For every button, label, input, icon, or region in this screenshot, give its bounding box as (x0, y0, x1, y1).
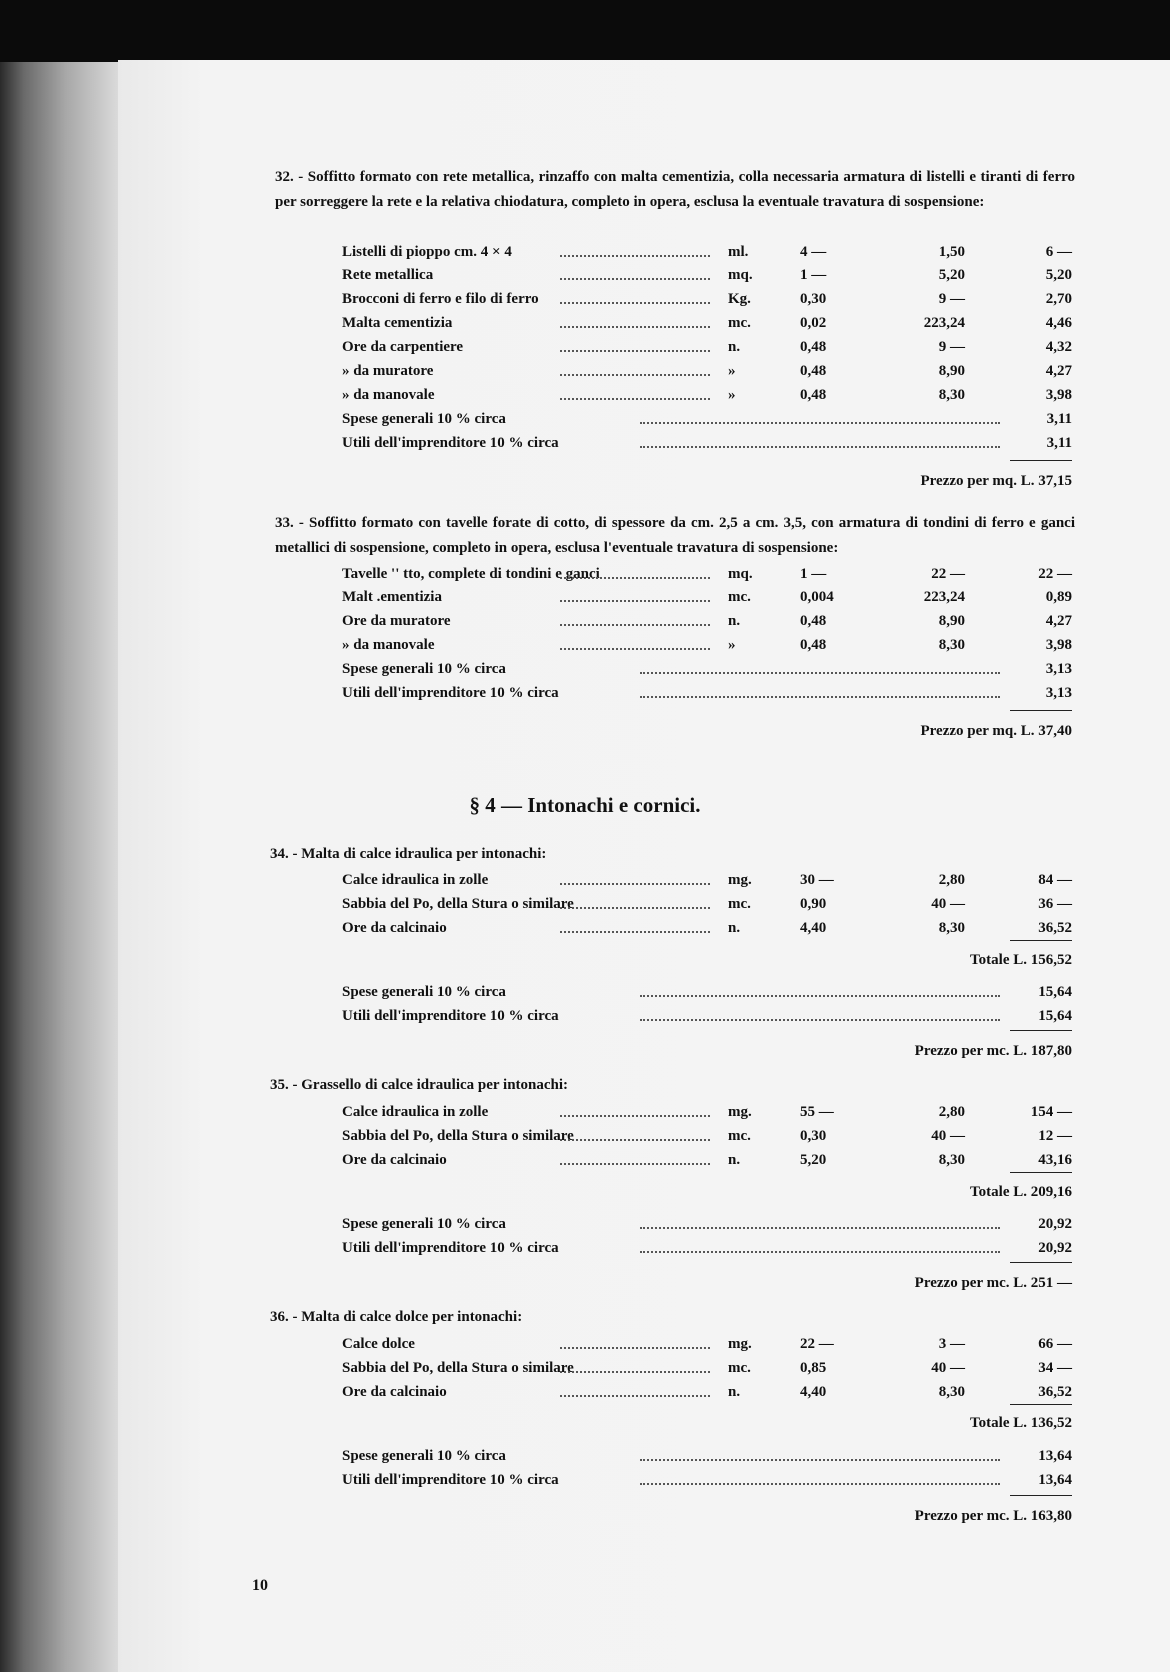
row-description: » da manovale (342, 387, 435, 403)
row-amount: 154 — (1030, 1104, 1072, 1120)
sum-rule (1010, 1030, 1072, 1031)
row-quantity: 0,48 (800, 613, 827, 629)
row-description: Ore da calcinaio (342, 1152, 447, 1168)
row-amount: 36,52 (1038, 920, 1072, 936)
row-quantity: 55 — (800, 1104, 834, 1120)
row-unit-price: 8,30 (938, 1152, 965, 1168)
row-description: Malta cementizia (342, 315, 453, 331)
row-amount: 15,64 (1038, 1008, 1072, 1024)
cost-row (0, 893, 1170, 915)
item-intro: 32. - Soffitto formato con rete metallica, rinzaffo con malta cementizia, colla necessaria armatura di listelli e tiranti di ferro per sorreggere la rete e la relativa chiodatura, completo in opera, esclusa la eventuale travatura di sospensione: (275, 169, 1075, 210)
row-quantity: 22 — (800, 1336, 834, 1352)
row-amount: 4,27 (1045, 613, 1072, 629)
row-unit: n. (728, 613, 741, 629)
row-amount: 13,64 (1038, 1448, 1072, 1464)
row-unit-price: 8,30 (938, 920, 965, 936)
row-quantity: 0,90 (800, 896, 827, 912)
sum-rule (1010, 1404, 1072, 1405)
item-intro: 35. - Grassello di calce idraulica per intonachi: (270, 1077, 569, 1093)
dot-leader (560, 1371, 710, 1373)
row-amount: 3,98 (1045, 387, 1072, 403)
dot-leader (560, 278, 710, 280)
row-unit-price: 8,90 (938, 363, 965, 379)
row-unit: mq. (728, 566, 753, 582)
section-heading: § 4 — Intonachi e cornici. (469, 793, 701, 817)
row-amount: 3,11 (1046, 435, 1072, 451)
row-amount: 36,52 (1038, 1384, 1072, 1400)
cost-row (0, 917, 1170, 939)
row-quantity: 0,85 (800, 1360, 827, 1376)
row-unit: Kg. (728, 291, 751, 307)
row-unit-price: 5,20 (938, 267, 965, 283)
sum-rule (1010, 1172, 1072, 1173)
row-unit: n. (728, 920, 741, 936)
cost-row (0, 658, 1170, 680)
cost-row (0, 408, 1170, 430)
cost-row (0, 432, 1170, 454)
row-unit: mg. (728, 1336, 752, 1352)
row-amount: 2,70 (1045, 291, 1072, 307)
row-amount: 43,16 (1038, 1152, 1072, 1168)
cost-row (0, 563, 1170, 585)
cost-row (0, 1469, 1170, 1491)
cost-row (0, 610, 1170, 632)
cost-row (0, 981, 1170, 1003)
row-description: Sabbia del Po, della Stura o similare (342, 1360, 574, 1376)
row-unit: » (728, 387, 736, 403)
row-quantity: 0,004 (800, 589, 834, 605)
cost-row (0, 1333, 1170, 1355)
row-description: Utili dell'imprenditore 10 % circa (342, 1008, 559, 1024)
dot-leader (560, 648, 710, 650)
row-quantity: 0,30 (800, 291, 827, 307)
row-amount: 4,27 (1045, 363, 1072, 379)
row-unit: mq. (728, 267, 753, 283)
row-amount: 3,13 (1045, 661, 1072, 677)
sum-rule (1010, 1495, 1072, 1496)
row-description: Spese generali 10 % circa (342, 411, 506, 427)
row-amount: 22 — (1038, 566, 1072, 582)
row-amount: 15,64 (1038, 984, 1072, 1000)
row-description: Sabbia del Po, della Stura o similare (342, 896, 574, 912)
row-description: Utili dell'imprenditore 10 % circa (342, 1240, 559, 1256)
row-amount: 12 — (1038, 1128, 1072, 1144)
cost-row (0, 336, 1170, 358)
cost-row (0, 1101, 1170, 1123)
dot-leader (640, 1459, 1000, 1461)
row-unit-price: 9 — (938, 339, 965, 355)
row-unit-price: 1,50 (938, 244, 965, 260)
row-description: Ore da carpentiere (342, 339, 464, 355)
item-price-total: Prezzo per mc. L. 163,80 (914, 1508, 1072, 1524)
row-unit-price: 40 — (931, 1360, 965, 1376)
item-price-total: Prezzo per mc. L. 187,80 (914, 1043, 1072, 1059)
row-unit-price: 22 — (931, 566, 965, 582)
dot-leader (560, 907, 710, 909)
row-unit: » (728, 363, 736, 379)
dot-leader (560, 398, 710, 400)
dot-leader (640, 422, 1000, 424)
row-quantity: 0,48 (800, 339, 827, 355)
dot-leader (640, 672, 1000, 674)
row-description: Tavelle '' tto, complete di tondini e ganci (342, 566, 600, 582)
row-quantity: 0,48 (800, 637, 827, 653)
row-description: Spese generali 10 % circa (342, 1216, 506, 1232)
cost-row (0, 1237, 1170, 1259)
dot-leader (560, 302, 710, 304)
row-unit-price: 9 — (938, 291, 965, 307)
dot-leader (640, 696, 1000, 698)
row-description: Ore da calcinaio (342, 1384, 447, 1400)
row-description: Listelli di pioppo cm. 4 × 4 (342, 244, 512, 260)
row-description: Utili dell'imprenditore 10 % circa (342, 685, 559, 701)
dot-leader (560, 577, 710, 579)
dot-leader (640, 1227, 1000, 1229)
sum-rule (1010, 460, 1072, 461)
row-amount: 20,92 (1038, 1240, 1072, 1256)
row-unit: mc. (728, 1128, 751, 1144)
item-total: Totale L. 209,16 (970, 1184, 1072, 1200)
dot-leader (560, 1115, 710, 1117)
row-unit: ml. (728, 244, 749, 260)
scan-top-edge (0, 0, 1170, 62)
row-description: Sabbia del Po, della Stura o similare (342, 1128, 574, 1144)
row-unit-price: 2,80 (938, 872, 965, 888)
row-unit: mc. (728, 589, 751, 605)
row-amount: 4,32 (1045, 339, 1072, 355)
item-price-total: Prezzo per mq. L. 37,15 (920, 473, 1072, 489)
row-amount: 66 — (1038, 1336, 1072, 1352)
dot-leader (560, 350, 710, 352)
row-quantity: 0,30 (800, 1128, 827, 1144)
dot-leader (640, 446, 1000, 448)
item-total: Totale L. 136,52 (970, 1415, 1072, 1431)
cost-row (0, 360, 1170, 382)
cost-row (0, 1125, 1170, 1147)
row-quantity: 4,40 (800, 1384, 827, 1400)
cost-row (0, 1149, 1170, 1171)
row-amount: 5,20 (1045, 267, 1072, 283)
cost-row (0, 384, 1170, 406)
row-unit: » (728, 637, 736, 653)
row-unit: n. (728, 339, 741, 355)
row-unit: mg. (728, 1104, 752, 1120)
row-unit: mc. (728, 315, 751, 331)
row-amount: 84 — (1038, 872, 1072, 888)
row-unit-price: 8,90 (938, 613, 965, 629)
row-description: Calce dolce (342, 1336, 415, 1352)
sum-rule (1010, 940, 1072, 941)
row-amount: 20,92 (1038, 1216, 1072, 1232)
row-unit-price: 223,24 (923, 589, 965, 605)
cost-row (0, 1381, 1170, 1403)
dot-leader (640, 1019, 1000, 1021)
row-unit-price: 40 — (931, 1128, 965, 1144)
row-amount: 4,46 (1045, 315, 1072, 331)
row-quantity: 0,02 (800, 315, 827, 331)
row-description: Malt .ementizia (342, 589, 442, 605)
row-amount: 34 — (1038, 1360, 1072, 1376)
cost-row (0, 241, 1170, 263)
row-description: Ore da muratore (342, 613, 451, 629)
item-intro: 36. - Malta di calce dolce per intonachi: (270, 1309, 523, 1325)
row-amount: 6 — (1045, 244, 1072, 260)
row-unit-price: 223,24 (923, 315, 965, 331)
cost-row (0, 586, 1170, 608)
row-unit-price: 40 — (931, 896, 965, 912)
cost-row (0, 288, 1170, 310)
item-intro: 33. - Soffitto formato con tavelle forate di cotto, di spessore da cm. 2,5 a cm. 3,5, con armatura di tondini di ferro e ganci metallici di sospensione, completo in opera, esclusa l'eventuale travatura di sospensione: (275, 515, 1075, 556)
row-unit-price: 8,30 (938, 387, 965, 403)
row-unit-price: 8,30 (938, 1384, 965, 1400)
row-unit-price: 8,30 (938, 637, 965, 653)
dot-leader (560, 1139, 710, 1141)
cost-row (0, 1005, 1170, 1027)
dot-leader (560, 255, 710, 257)
item-total: Totale L. 156,52 (970, 952, 1072, 968)
row-amount: 3,13 (1045, 685, 1072, 701)
dot-leader (560, 1163, 710, 1165)
row-unit: n. (728, 1384, 741, 1400)
row-quantity: 1 — (800, 566, 827, 582)
item-price-total: Prezzo per mc. L. 251 — (914, 1275, 1072, 1291)
row-amount: 3,11 (1046, 411, 1072, 427)
dot-leader (560, 883, 710, 885)
row-quantity: 0,48 (800, 363, 827, 379)
dot-leader (560, 600, 710, 602)
row-amount: 13,64 (1038, 1472, 1072, 1488)
cost-row (0, 1357, 1170, 1379)
row-unit: mc. (728, 1360, 751, 1376)
cost-row (0, 1213, 1170, 1235)
row-quantity: 5,20 (800, 1152, 827, 1168)
row-quantity: 30 — (800, 872, 834, 888)
row-unit-price: 3 — (938, 1336, 965, 1352)
row-amount: 36 — (1038, 896, 1072, 912)
row-amount: 3,98 (1045, 637, 1072, 653)
row-description: » da manovale (342, 637, 435, 653)
row-unit: mc. (728, 896, 751, 912)
cost-row (0, 869, 1170, 891)
row-description: Brocconi di ferro e filo di ferro (342, 291, 539, 307)
sum-rule (1010, 710, 1072, 711)
row-description: Utili dell'imprenditore 10 % circa (342, 435, 559, 451)
row-description: Spese generali 10 % circa (342, 984, 506, 1000)
cost-row (0, 312, 1170, 334)
row-quantity: 1 — (800, 267, 827, 283)
dot-leader (640, 1251, 1000, 1253)
item-price-total: Prezzo per mq. L. 37,40 (920, 723, 1072, 739)
row-unit: n. (728, 1152, 741, 1168)
dot-leader (560, 931, 710, 933)
cost-row (0, 634, 1170, 656)
sum-rule (1010, 1262, 1072, 1263)
cost-row (0, 1445, 1170, 1467)
row-description: Calce idraulica in zolle (342, 872, 489, 888)
dot-leader (640, 1483, 1000, 1485)
dot-leader (640, 995, 1000, 997)
row-quantity: 4 — (800, 244, 827, 260)
cost-row (0, 682, 1170, 704)
row-unit: mg. (728, 872, 752, 888)
row-quantity: 4,40 (800, 920, 827, 936)
dot-leader (560, 1395, 710, 1397)
row-description: Calce idraulica in zolle (342, 1104, 489, 1120)
dot-leader (560, 1347, 710, 1349)
dot-leader (560, 326, 710, 328)
cost-row (0, 264, 1170, 286)
row-description: Utili dell'imprenditore 10 % circa (342, 1472, 559, 1488)
row-amount: 0,89 (1045, 589, 1072, 605)
item-intro: 34. - Malta di calce idraulica per intonachi: (270, 846, 547, 862)
row-description: Ore da calcinaio (342, 920, 447, 936)
row-description: Spese generali 10 % circa (342, 1448, 506, 1464)
row-quantity: 0,48 (800, 387, 827, 403)
row-description: Spese generali 10 % circa (342, 661, 506, 677)
page-number: 10 (252, 1577, 268, 1594)
row-description: » da muratore (342, 363, 434, 379)
dot-leader (560, 624, 710, 626)
row-description: Rete metallica (342, 267, 434, 283)
dot-leader (560, 374, 710, 376)
row-unit-price: 2,80 (938, 1104, 965, 1120)
